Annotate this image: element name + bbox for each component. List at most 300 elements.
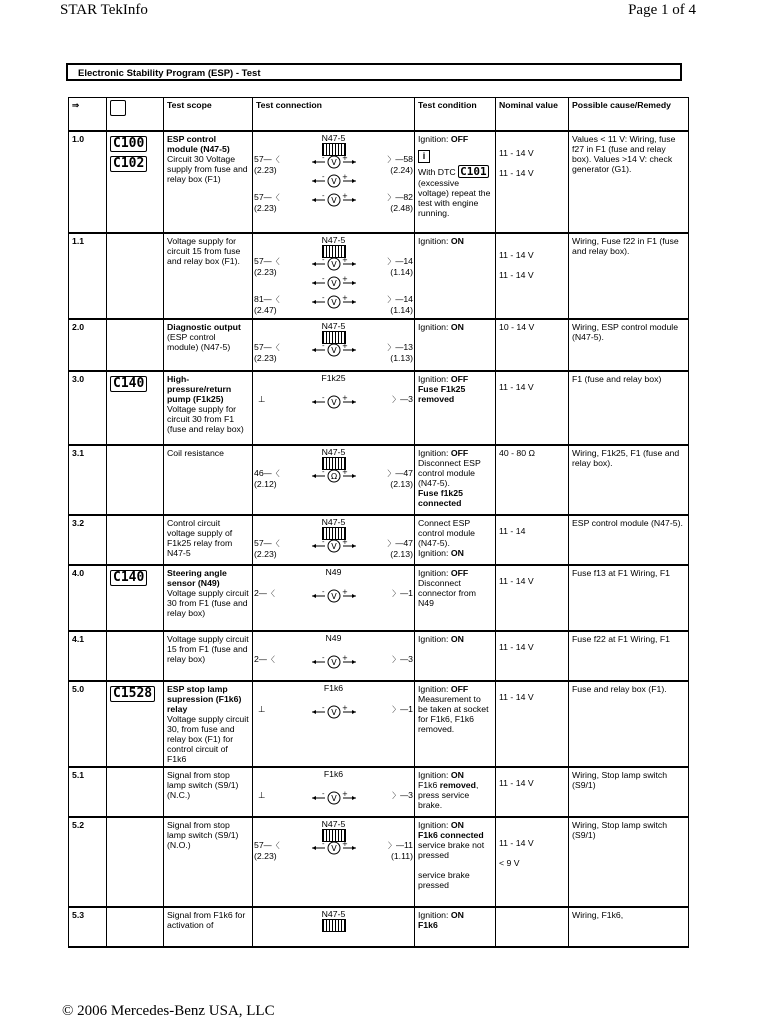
test-condition	[415, 631, 496, 681]
plug-right-icon: 〉—	[387, 841, 404, 850]
pin-right-sub: (2.13)	[390, 549, 413, 559]
plug-right-icon: 〉—	[392, 791, 409, 800]
pin-right: 3	[408, 654, 413, 664]
test-scope-title: Diagnostic output	[167, 322, 241, 332]
dtc-cell	[107, 319, 164, 371]
condition-state: ON	[450, 236, 464, 246]
svg-text:+: +	[341, 589, 348, 596]
test-scope	[164, 319, 253, 371]
condition-note: (excessive voltage) repeat the test with engine running.	[418, 178, 491, 218]
pin-left-sub: (2.23)	[254, 267, 277, 277]
pin-left: 57	[254, 154, 264, 164]
plug-left-icon: —〈	[263, 193, 280, 202]
condition-detail: Disconnect ESP control module (N47-5).	[418, 458, 481, 488]
step-number: 5.2	[69, 817, 107, 907]
component-label: N47-5	[321, 819, 346, 829]
condition-label: Ignition:	[418, 820, 451, 830]
meter-icon	[310, 589, 358, 603]
test-scope-text: Voltage supply for circuit 30 from F1 (fuse and relay box)	[167, 404, 244, 434]
possible-cause: ESP control module (N47-5).	[569, 515, 689, 565]
meter-icon	[310, 469, 358, 483]
dtc-code: C1528	[110, 686, 155, 702]
test-scope-title: High-pressure/return pump (F1k25)	[167, 374, 232, 404]
meter-icon	[310, 276, 358, 290]
pin-right: 82	[403, 192, 413, 202]
nominal-value	[496, 319, 569, 371]
dtc-cell	[107, 817, 164, 907]
plug-left-icon: —〈	[263, 539, 280, 548]
svg-text:+: +	[341, 193, 348, 200]
dtc-cell	[107, 631, 164, 681]
condition-state: OFF	[450, 134, 469, 144]
pin-right: 47	[403, 468, 413, 478]
condition-case-2: service brake pressed	[418, 870, 470, 890]
plug-left-icon: —〈	[263, 469, 280, 478]
plug-right-icon: 〉—	[392, 705, 409, 714]
book-icon	[107, 98, 164, 132]
pin-left: 57	[254, 538, 264, 548]
condition-state: OFF	[450, 568, 469, 578]
test-connection	[253, 907, 415, 947]
step-number: 4.1	[69, 631, 107, 681]
svg-text:-: -	[321, 655, 325, 662]
meter-icon	[310, 343, 358, 357]
table-row	[69, 233, 689, 319]
condition-state: OFF	[450, 684, 469, 694]
test-scope	[164, 767, 253, 817]
possible-cause: Wiring, Stop lamp switch (S9/1)	[569, 767, 689, 817]
nominal-value-item: 11 - 14 V	[499, 168, 534, 178]
ground-icon: ⊥	[258, 394, 266, 404]
test-scope-text: Voltage supply circuit 30, from fuse and relay box (F1) for control circuit of F1k6	[167, 714, 249, 764]
component-label: N47-5	[321, 447, 346, 457]
nominal-value	[496, 233, 569, 319]
svg-text:+: +	[341, 705, 348, 712]
meter-icon	[310, 395, 358, 409]
test-connection	[253, 233, 415, 319]
pin-left-sub: (2.47)	[254, 305, 277, 315]
test-scope	[164, 445, 253, 515]
plug-left-icon: —〈	[258, 655, 275, 664]
condition-label: Ignition:	[418, 134, 451, 144]
svg-text:V: V	[330, 542, 337, 551]
condition-label: Ignition:	[418, 910, 451, 920]
component-label: N47-5	[321, 321, 346, 331]
condition-label: Ignition:	[418, 568, 451, 578]
test-scope	[164, 681, 253, 767]
dtc-cell	[107, 515, 164, 565]
dtc-cell	[107, 131, 164, 233]
condition-label: Ignition:	[418, 770, 451, 780]
plug-right-icon: 〉—	[387, 539, 404, 548]
svg-text:V: V	[330, 844, 337, 853]
svg-text:V: V	[330, 298, 337, 307]
pin-left: 57	[254, 840, 264, 850]
condition-detail-bold: removed	[439, 780, 476, 790]
test-condition	[415, 817, 496, 907]
svg-text:V: V	[330, 177, 337, 186]
table-row	[69, 319, 689, 371]
pin-left: 2	[254, 588, 259, 598]
condition-text: Connect ESP control module (N47-5).	[418, 518, 475, 548]
pin-left: 57	[254, 192, 264, 202]
test-condition	[415, 565, 496, 631]
info-icon: i	[418, 150, 430, 163]
table-row	[69, 445, 689, 515]
meter-icon	[310, 655, 358, 669]
test-condition	[415, 767, 496, 817]
condition-detail: F1k6	[418, 780, 440, 790]
possible-cause: Fuse f22 at F1 Wiring, F1	[569, 631, 689, 681]
test-condition	[415, 445, 496, 515]
component-label: N49	[325, 567, 342, 577]
svg-text:+: +	[341, 276, 348, 283]
table-row	[69, 681, 689, 767]
condition-label: Ignition:	[418, 448, 451, 458]
pin-left-sub: (2.23)	[254, 203, 277, 213]
possible-cause: Fuse and relay box (F1).	[569, 681, 689, 767]
condition-dtc-label: With DTC	[418, 167, 456, 177]
pin-left-sub: (2.23)	[254, 549, 277, 559]
test-connection	[253, 681, 415, 767]
svg-text:-: -	[321, 295, 325, 302]
svg-text:-: -	[321, 539, 325, 546]
nominal-value-item: 11 - 14 V	[499, 148, 534, 158]
condition-dtc: C101	[460, 165, 487, 178]
nominal-value	[496, 371, 569, 445]
pin-left-sub: (2.12)	[254, 479, 277, 489]
dtc-cell	[107, 565, 164, 631]
test-condition	[415, 233, 496, 319]
component-label: N47-5	[321, 517, 346, 527]
nominal-value-item: 11 - 14	[499, 526, 526, 536]
svg-text:+: +	[341, 295, 348, 302]
pin-right-sub: (1.14)	[390, 305, 413, 315]
header-test-connection: Test connection	[253, 98, 415, 132]
condition-detail: Measurement to be taken at socket for F1k6, F1k6 removed.	[418, 694, 489, 734]
svg-text:-: -	[321, 257, 325, 264]
svg-text:+: +	[341, 174, 348, 181]
plug-right-icon: 〉—	[387, 343, 404, 352]
test-scope-title: Steering angle sensor (N49)	[167, 568, 227, 588]
pin-right: 58	[403, 154, 413, 164]
meter-icon	[310, 841, 358, 855]
pin-left: 57	[254, 256, 264, 266]
condition-state: ON	[450, 910, 464, 920]
test-scope-text: Circuit 30 Voltage supply from fuse and relay box (F1)	[167, 154, 248, 184]
possible-cause: Wiring, F1k6,	[569, 907, 689, 947]
condition-label: Ignition:	[418, 548, 451, 558]
condition-state: ON	[450, 548, 464, 558]
plug-right-icon: 〉—	[392, 655, 409, 664]
pin-right-sub: (1.14)	[390, 267, 413, 277]
step-number: 2.0	[69, 319, 107, 371]
pin-right-sub: (2.48)	[390, 203, 413, 213]
pin-right-sub: (1.11)	[390, 851, 413, 861]
svg-text:-: -	[321, 395, 325, 402]
pin-left: 81	[254, 294, 264, 304]
nominal-value	[496, 515, 569, 565]
test-scope-title: ESP control module (N47-5)	[167, 134, 230, 154]
svg-text:+: +	[341, 155, 348, 162]
test-table	[68, 97, 689, 948]
table-row	[69, 907, 689, 947]
condition-state: ON	[450, 770, 464, 780]
dtc-cell	[107, 907, 164, 947]
svg-text:-: -	[321, 791, 325, 798]
step-number: 4.0	[69, 565, 107, 631]
pin-right: 1	[408, 704, 413, 714]
test-scope-text: Control circuit voltage supply of F1k25 relay from N47-5	[167, 518, 233, 558]
pin-right-sub: (1.13)	[390, 353, 413, 363]
meter-icon	[310, 155, 358, 169]
condition-requirement: Fuse f1k25 connected	[418, 488, 463, 508]
nominal-value	[496, 767, 569, 817]
possible-cause: Wiring, ESP control module (N47-5).	[569, 319, 689, 371]
dtc-code: C140	[110, 376, 147, 392]
condition-state: OFF	[450, 374, 469, 384]
svg-text:V: V	[330, 346, 337, 355]
test-scope-text: Voltage supply circuit 15 from F1 (fuse and relay box)	[167, 634, 249, 664]
nominal-value-item: 11 - 14 V	[499, 270, 534, 280]
test-connection	[253, 515, 415, 565]
test-scope-text: Signal from stop lamp switch (S9/1) (N.C.)	[167, 770, 239, 800]
condition-state: OFF	[450, 448, 469, 458]
nominal-value	[496, 631, 569, 681]
plug-left-icon: —〈	[263, 295, 280, 304]
meter-icon	[310, 295, 358, 309]
svg-text:V: V	[330, 158, 337, 167]
meter-icon	[310, 539, 358, 553]
condition-state: ON	[450, 322, 464, 332]
nominal-value-item: 11 - 14 V	[499, 778, 534, 788]
meter-icon	[310, 174, 358, 188]
pin-right: 47	[403, 538, 413, 548]
test-connection	[253, 445, 415, 515]
test-condition	[415, 515, 496, 565]
table-row	[69, 817, 689, 907]
ground-icon: ⊥	[258, 704, 266, 714]
svg-text:Ω: Ω	[330, 472, 337, 481]
svg-text:+: +	[341, 469, 348, 476]
nominal-value-item: 40 - 80 Ω	[499, 448, 535, 458]
test-scope	[164, 233, 253, 319]
step-number: 3.1	[69, 445, 107, 515]
plug-left-icon: —〈	[263, 257, 280, 266]
step-number: 5.0	[69, 681, 107, 767]
pin-right: 3	[408, 790, 413, 800]
pin-right: 14	[403, 256, 413, 266]
app-title: STAR TekInfo	[60, 2, 148, 18]
header-test-scope: Test scope	[164, 98, 253, 132]
nominal-value	[496, 681, 569, 767]
plug-left-icon: —〈	[258, 589, 275, 598]
pin-left: 57	[254, 342, 264, 352]
step-number: 5.1	[69, 767, 107, 817]
arrow-icon: ⇒	[69, 98, 107, 132]
pin-left-sub: (2.23)	[254, 851, 277, 861]
table-row	[69, 631, 689, 681]
svg-text:-: -	[321, 155, 325, 162]
svg-text:V: V	[330, 592, 337, 601]
possible-cause: Fuse f13 at F1 Wiring, F1	[569, 565, 689, 631]
condition-label: Ignition:	[418, 236, 451, 246]
condition-requirement: F1k6	[418, 920, 438, 930]
pin-left-sub: (2.23)	[254, 165, 277, 175]
pin-right: 14	[403, 294, 413, 304]
dtc-cell	[107, 767, 164, 817]
nominal-value	[496, 131, 569, 233]
test-condition	[415, 131, 496, 233]
svg-text:V: V	[330, 658, 337, 667]
nominal-value-item: 11 - 14 V	[499, 576, 534, 586]
svg-text:V: V	[330, 260, 337, 269]
plug-right-icon: 〉—	[387, 295, 404, 304]
condition-case-1: service brake not pressed	[418, 840, 485, 860]
svg-text:-: -	[321, 705, 325, 712]
nominal-value-item: 11 - 14 V	[499, 382, 534, 392]
svg-text:V: V	[330, 398, 337, 407]
pin-left-sub: (2.23)	[254, 353, 277, 363]
dtc-cell	[107, 681, 164, 767]
step-number: 5.3	[69, 907, 107, 947]
svg-text:+: +	[341, 257, 348, 264]
meter-icon	[310, 791, 358, 805]
dtc-code: C102	[110, 156, 147, 172]
pin-right-sub: (2.24)	[390, 165, 413, 175]
test-connection	[253, 565, 415, 631]
possible-cause: Wiring, F1k25, F1 (fuse and relay box).	[569, 445, 689, 515]
svg-text:-: -	[321, 589, 325, 596]
test-scope-text: Voltage supply circuit 30 from F1 (fuse and relay box)	[167, 588, 249, 618]
test-scope-text: Signal from F1k6 for activation of	[167, 910, 246, 930]
test-scope	[164, 631, 253, 681]
condition-label: Ignition:	[418, 634, 451, 644]
svg-text:+: +	[341, 841, 348, 848]
test-scope	[164, 371, 253, 445]
plug-right-icon: 〉—	[387, 469, 404, 478]
test-scope-text: Signal from stop lamp switch (S9/1) (N.O.)	[167, 820, 239, 850]
copyright-footer: © 2006 Mercedes-Benz USA, LLC	[62, 1003, 275, 1019]
test-scope-text: (ESP control module) (N47-5)	[167, 332, 231, 352]
test-connection	[253, 817, 415, 907]
nominal-value	[496, 565, 569, 631]
condition-requirement: F1k6 connected	[418, 830, 484, 840]
table-row	[69, 371, 689, 445]
dtc-cell	[107, 445, 164, 515]
svg-text:+: +	[341, 343, 348, 350]
plug-left-icon: —〈	[263, 343, 280, 352]
pin-left: 2	[254, 654, 259, 664]
nominal-value	[496, 817, 569, 907]
svg-text:V: V	[330, 708, 337, 717]
svg-text:V: V	[330, 794, 337, 803]
test-connection	[253, 631, 415, 681]
nominal-value	[496, 907, 569, 947]
test-connection	[253, 371, 415, 445]
test-condition	[415, 681, 496, 767]
test-condition	[415, 907, 496, 947]
component-label: F1k6	[323, 769, 344, 779]
meter-icon	[310, 257, 358, 271]
plug-left-icon: —〈	[263, 155, 280, 164]
component-label: N47-5	[321, 909, 346, 919]
header-test-condition: Test condition	[415, 98, 496, 132]
pin-right: 1	[408, 588, 413, 598]
table-row	[69, 767, 689, 817]
control-module-icon	[322, 919, 346, 932]
svg-text:-: -	[321, 276, 325, 283]
svg-text:-: -	[321, 343, 325, 350]
svg-text:-: -	[321, 193, 325, 200]
step-number: 3.0	[69, 371, 107, 445]
nominal-value-item: 11 - 14 V	[499, 250, 534, 260]
step-number: 1.0	[69, 131, 107, 233]
dtc-cell	[107, 233, 164, 319]
page-indicator: Page 1 of 4	[628, 2, 696, 18]
possible-cause: Values < 11 V: Wiring, fuse f27 in F1 (fuse and relay box). Values >14 V: check generator (G1).	[569, 131, 689, 233]
svg-text:+: +	[341, 791, 348, 798]
pin-right-sub: (2.13)	[390, 479, 413, 489]
pin-left: 46	[254, 468, 264, 478]
test-connection	[253, 131, 415, 233]
component-label: F1k6	[323, 683, 344, 693]
table-row	[69, 515, 689, 565]
test-scope-title: ESP stop lamp supression (F1k6) relay	[167, 684, 242, 714]
plug-right-icon: 〉—	[392, 395, 409, 404]
test-scope	[164, 515, 253, 565]
dtc-code: C140	[110, 570, 147, 586]
step-number: 3.2	[69, 515, 107, 565]
svg-text:V: V	[330, 279, 337, 288]
table-row	[69, 565, 689, 631]
component-label: N49	[325, 633, 342, 643]
pin-right: 3	[408, 394, 413, 404]
possible-cause: F1 (fuse and relay box)	[569, 371, 689, 445]
test-condition	[415, 371, 496, 445]
condition-state: ON	[450, 820, 464, 830]
pin-right: 11	[403, 840, 413, 850]
plug-right-icon: 〉—	[392, 589, 409, 598]
test-connection	[253, 319, 415, 371]
table-row	[69, 131, 689, 233]
svg-text:V: V	[330, 196, 337, 205]
nominal-value-item: 11 - 14 V	[499, 838, 534, 848]
nominal-value-item: < 9 V	[499, 858, 520, 868]
test-scope	[164, 131, 253, 233]
svg-text:-: -	[321, 174, 325, 181]
component-label: F1k25	[321, 373, 346, 383]
plug-right-icon: 〉—	[387, 193, 404, 202]
test-scope	[164, 817, 253, 907]
nominal-value-item: 10 - 14 V	[499, 322, 535, 332]
dtc-code: C100	[110, 136, 147, 152]
plug-right-icon: 〉—	[387, 155, 404, 164]
possible-cause: Wiring, Fuse f22 in F1 (fuse and relay box).	[569, 233, 689, 319]
nominal-value-item: 11 - 14 V	[499, 692, 534, 702]
test-scope-text: Coil resistance	[167, 448, 224, 458]
plug-left-icon: —〈	[263, 841, 280, 850]
nominal-value	[496, 445, 569, 515]
document-title: Electronic Stability Program (ESP) - Test	[66, 63, 682, 81]
meter-icon	[310, 705, 358, 719]
dtc-cell	[107, 371, 164, 445]
condition-label: Ignition:	[418, 322, 451, 332]
condition-label: Ignition:	[418, 684, 451, 694]
component-label: N47-5	[321, 133, 346, 143]
condition-detail: Disconnect connector from N49	[418, 578, 476, 608]
pin-right: 13	[403, 342, 413, 352]
